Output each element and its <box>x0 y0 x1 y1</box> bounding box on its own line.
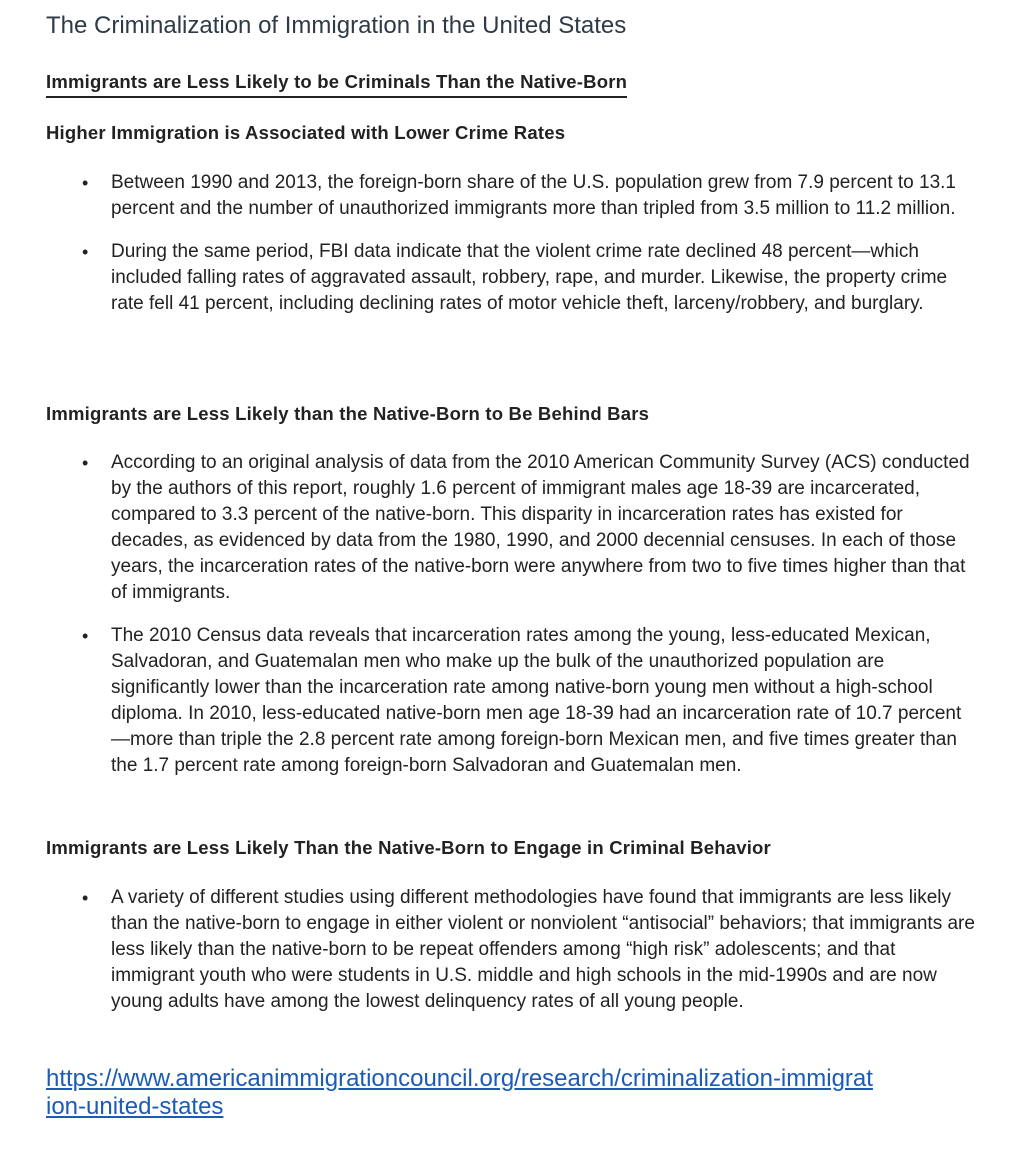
section-heading-criminal-behavior: Immigrants are Less Likely Than the Native-Born to Engage in Criminal Behavior <box>46 837 771 858</box>
list-item: • Between 1990 and 2013, the foreign-born share of the U.S. population grew from 7.9 percent to 13.1 percent and the number of unauthorized immigrants more than tripled from 3.5 million to 11.2 million. <box>46 170 976 222</box>
document-title: The Criminalization of Immigration in the United States <box>46 12 627 39</box>
list-item: • A variety of different studies using different methodologies have found that immigrants are less likely than the native-born to engage in either violent or nonviolent “antisocial” behaviors; that immigrants are less likely than the native-born to be repeat offenders among “high risk” adolescents; and that immigrant youth who were students in U.S. middle and high schools in the mid-1990s and are now young adults have among the lowest delinquency rates of all young people. <box>46 885 976 1015</box>
bullet-list-crime-rates <box>46 170 976 317</box>
section-heading-behind-bars: Immigrants are Less Likely than the Native-Born to Be Behind Bars <box>46 403 650 424</box>
section-heading-crime-rates: Higher Immigration is Associated with Lower Crime Rates <box>46 122 566 143</box>
bullet-list-criminal-behavior <box>46 885 976 1015</box>
list-item: • The 2010 Census data reveals that incarceration rates among the young, less-educated Mexican, Salvadoran, and Guatemalan men who make up the bulk of the unauthorized population are significantly lower than the incarceration rate among native-born young men without a high-school diploma. In 2010, less-educated native-born men age 18-39 had an incarceration rate of 10.7 percent—more than triple the 2.8 percent rate among foreign-born Mexican men, and five times greater than the 1.7 percent rate among foreign-born Salvadoran and Guatemalan men. <box>46 623 976 779</box>
main-heading: Immigrants are Less Likely to be Criminals Than the Native-Born <box>46 71 627 98</box>
bullet-list-behind-bars <box>46 450 976 779</box>
list-item: • According to an original analysis of data from the 2010 American Community Survey (ACS) conducted by the authors of this report, roughly 1.6 percent of immigrant males age 18-39 are incarcerated, compared to 3.3 percent of the native-born. This disparity in incarceration rates has existed for decades, as evidenced by data from the 1980, 1990, and 2000 decennial censuses. In each of those years, the incarceration rates of the native-born were anywhere from two to five times higher than that of immigrants. <box>46 450 976 606</box>
list-item: • During the same period, FBI data indicate that the violent crime rate declined 48 percent—which included falling rates of aggravated assault, robbery, rape, and murder. Likewise, the property crime rate fell 41 percent, including declining rates of motor vehicle theft, larceny/robbery, and burglary. <box>46 239 976 317</box>
source-link[interactable]: https://www.americanimmigrationcouncil.org/research/criminalization-immigration-united-states <box>46 1065 873 1120</box>
